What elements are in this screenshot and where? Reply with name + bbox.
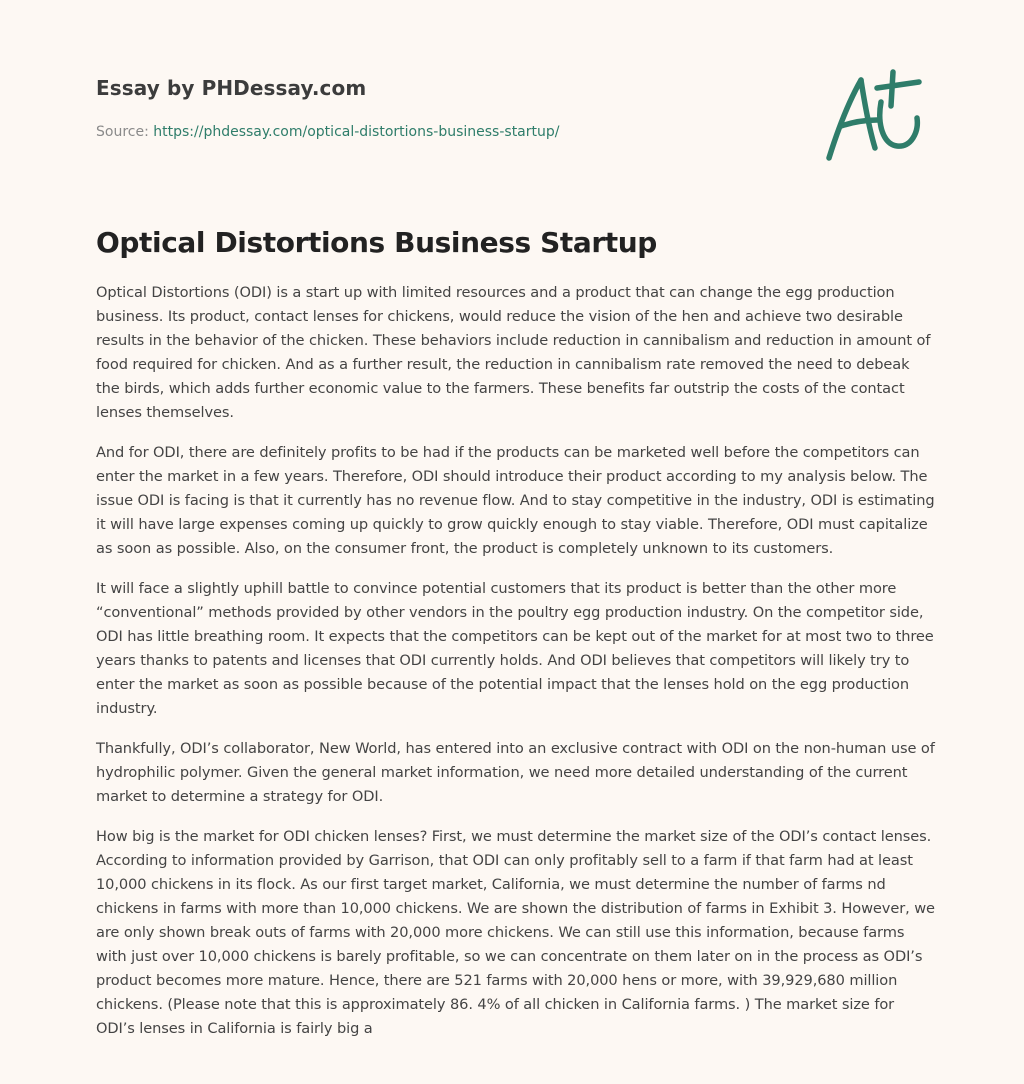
source-link[interactable]: https://phdessay.com/optical-distortions-business-startup/ <box>153 124 560 140</box>
article-title: Optical Distortions Business Startup <box>96 226 657 259</box>
paragraph-4: Thankfully, ODI’s collaborator, New World, has entered into an exclusive contract with ODI on the non-human use of hydrophilic polymer. Given the general market information, we need more detailed understanding of the current market to determine a strategy for ODI. <box>96 740 935 805</box>
paragraph-1: Optical Distortions (ODI) is a start up with limited resources and a product that can change the egg production business. Its product, contact lenses for chickens, would reduce the vision of the hen and achieve two desirable results in the behavior of the chicken. These behaviors include reduction in cannibalism and reduction in amount of food required for chicken. And as a further result, the reduction in cannibalism rate removed the need to debeak the birds, which adds further economic value to the farmers. These benefits far outstrip the costs of the contact lenses themselves. <box>96 284 931 421</box>
source-label: Source: <box>96 124 154 140</box>
paragraph-3: It will face a slightly uphill battle to convince potential customers that its product is better than the other more “conventional” methods provided by other vendors in the poultry egg production industry. On the competitor side, ODI has little breathing room. It expects that the competitors can be kept out of the market for at most two to three years thanks to patents and licenses that ODI currently holds. And ODI believes that competitors will likely try to enter the market as soon as possible because of the potential impact that the lenses hold on the egg production industry. <box>96 580 934 717</box>
source-line <box>96 124 559 140</box>
essay-header <box>96 76 926 176</box>
brand-title: Essay by PHDessay.com <box>96 76 367 100</box>
article <box>96 226 936 1057</box>
paragraph-2: And for ODI, there are definitely profits to be had if the products can be marketed well before the competitors can enter the market in a few years. Therefore, ODI should introduce their product according to my analysis below. The issue ODI is facing is that it currently has no revenue flow. And to stay competitive in the industry, ODI is estimating it will have large expenses coming up quickly to grow quickly enough to stay viable. Therefore, ODI must capitalize as soon as possible. Also, on the consumer front, the product is completely unknown to its customers. <box>96 444 935 557</box>
a-plus-icon <box>825 66 930 166</box>
paragraph-5: How big is the market for ODI chicken lenses? First, we must determine the market size of the ODI’s contact lenses. According to information provided by Garrison, that ODI can only profitably sell to a farm if that farm had at least 10,000 chickens in its flock. As our first target market, California, we must determine the number of farms nd chickens in farms with more than 10,000 chickens. We are shown the distribution of farms in Exhibit 3. However, we are only shown break outs of farms with 20,000 more chickens. We can still use this information, because farms with just over 10,000 chickens is barely profitable, so we can concentrate on them later on in the process as ODI’s product becomes more mature. Hence, there are 521 farms with 20,000 hens or more, with 39,929,680 million chickens. (Please note that this is approximately 86. 4% of all chicken in California farms. ) The market size for ODI’s lenses in California is fairly big a <box>96 828 935 1037</box>
a-plus-logo <box>825 66 930 166</box>
